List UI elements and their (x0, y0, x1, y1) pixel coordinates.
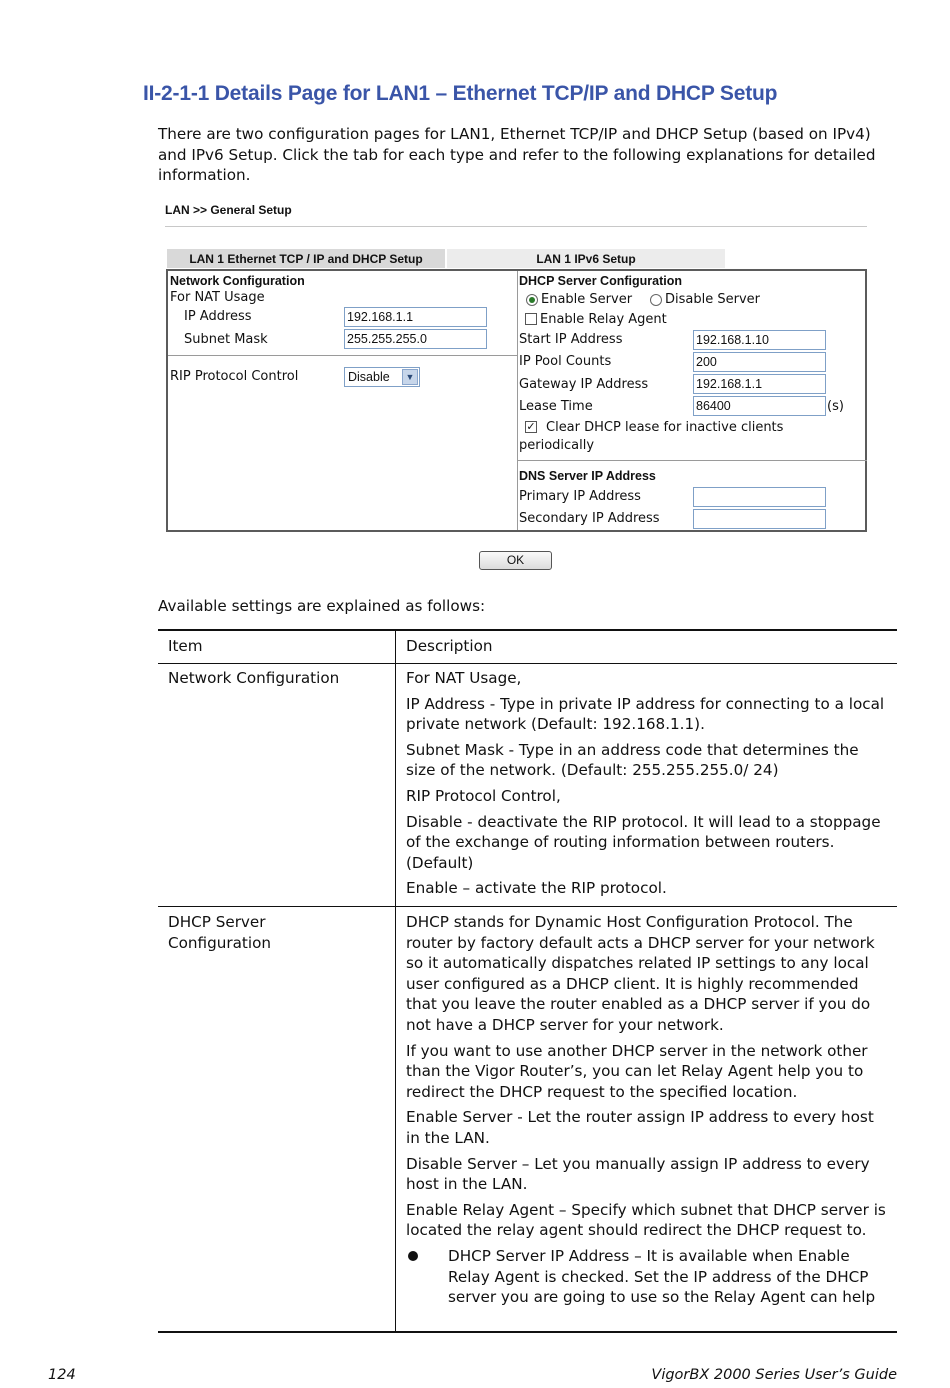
dns-section-divider (517, 460, 867, 461)
settings-table (158, 629, 897, 1333)
tab-ipv6-setup[interactable]: LAN 1 IPv6 Setup (447, 249, 725, 268)
chevron-down-icon: ▼ (402, 369, 418, 385)
enable-server-label: Enable Server (541, 292, 633, 307)
network-section-divider (168, 355, 517, 356)
row-dhcp-config-item (168, 912, 271, 953)
table-header-description: Description (406, 637, 493, 655)
relay-agent-label: Enable Relay Agent (540, 312, 667, 327)
lease-time-input[interactable]: 86400 (693, 396, 826, 416)
breadcrumb-divider (165, 226, 867, 227)
clear-lease-label: Clear DHCP lease for inactive clients (546, 420, 784, 435)
primary-dns-label: Primary IP Address (519, 489, 641, 504)
gateway-ip-input[interactable]: 192.168.1.1 (693, 374, 826, 394)
network-config-header: Network Configuration (170, 274, 305, 288)
start-ip-input[interactable]: 192.168.1.10 (693, 330, 826, 350)
desc-paragraph: DHCP stands for Dynamic Host Configuration Protocol. The router by factory default acts a DHCP server for your network so it automatically dispatches related IP settings to any local user configured as a DHCP client. It is highly recommended that you leave the router enabled as a DHCP server if you do not have a DHCP server for your network. (406, 913, 875, 1034)
desc-paragraph: IP Address - Type in private IP address for connecting to a local private network (Default: 192.168.1.1). (406, 694, 885, 734)
ip-address-label: IP Address (184, 309, 252, 324)
secondary-dns-label: Secondary IP Address (519, 511, 660, 526)
bullet-icon (408, 1251, 418, 1261)
bullet-item (406, 1246, 892, 1308)
intro-paragraph: There are two configuration pages for LAN1, Ethernet TCP/IP and DHCP Setup (based on IPv4) and IPv6 Setup. Click the tab for each type and refer to the following explanations for detailed information. (158, 125, 876, 185)
panel-column-divider (517, 271, 518, 530)
section-title: II-2-1-1 Details Page for LAN1 – Ethernet TCP/IP and DHCP Setup (143, 82, 778, 105)
table-column-rule (395, 629, 396, 1333)
desc-paragraph: Subnet Mask - Type in an address code that determines the size of the network. (Default: 255.255.255.0/ 24) (406, 740, 859, 780)
subnet-mask-label: Subnet Mask (184, 332, 268, 347)
table-header-rule (158, 663, 897, 664)
disable-server-radio[interactable] (650, 294, 662, 306)
lease-time-label: Lease Time (519, 399, 593, 414)
lease-time-unit: (s) (827, 399, 844, 414)
start-ip-label: Start IP Address (519, 332, 623, 347)
desc-paragraph: Enable Relay Agent – Specify which subnet that DHCP server is located the relay agent should redirect the DHCP request to. (406, 1200, 886, 1240)
desc-paragraph: For NAT Usage, (406, 669, 522, 687)
breadcrumb: LAN >> General Setup (165, 203, 292, 217)
rip-protocol-select[interactable] (344, 367, 420, 387)
row-network-config-description (406, 668, 892, 904)
clear-lease-label-cont: periodically (519, 438, 595, 453)
clear-lease-checkbox[interactable] (525, 421, 537, 433)
desc-paragraph: Enable – activate the RIP protocol. (406, 879, 667, 898)
table-top-rule (158, 629, 897, 631)
secondary-dns-input[interactable] (693, 509, 826, 529)
table-row-rule (158, 906, 897, 907)
desc-paragraph: Disable Server – Let you manually assign IP address to every host in the LAN. (406, 1154, 870, 1194)
ip-address-input[interactable]: 192.168.1.1 (344, 307, 487, 327)
desc-paragraph: Enable Server - Let the router assign IP address to every host in the LAN. (406, 1108, 874, 1147)
ip-pool-label: IP Pool Counts (519, 354, 612, 369)
table-header-item: Item (168, 637, 203, 655)
row-dhcp-config-description (406, 912, 892, 1308)
subnet-mask-input[interactable]: 255.255.255.0 (344, 329, 487, 349)
checkmark-icon: ✓ (526, 420, 536, 433)
available-settings-caption: Available settings are explained as follows: (158, 597, 486, 615)
tab-ethernet-tcpip-dhcp[interactable]: LAN 1 Ethernet TCP / IP and DHCP Setup (167, 249, 445, 268)
primary-dns-input[interactable] (693, 487, 826, 507)
item-line: DHCP Server (168, 913, 266, 931)
table-bottom-rule (158, 1331, 897, 1333)
gateway-ip-label: Gateway IP Address (519, 377, 649, 392)
desc-paragraph: Disable - deactivate the RIP protocol. It will lead to a stoppage of the exchange of routing information between routers. (Default) (406, 812, 881, 872)
disable-server-label: Disable Server (665, 292, 760, 307)
item-line: Configuration (168, 933, 271, 952)
rip-protocol-value: Disable (348, 370, 390, 384)
dns-server-header: DNS Server IP Address (519, 469, 656, 483)
desc-paragraph: RIP Protocol Control, (406, 786, 561, 805)
enable-server-radio[interactable] (526, 294, 538, 306)
page-number: 124 (48, 1367, 76, 1383)
guide-title: VigorBX 2000 Series User’s Guide (651, 1367, 897, 1383)
lan-settings-panel (166, 269, 867, 532)
relay-agent-checkbox[interactable] (525, 313, 537, 325)
ip-pool-input[interactable]: 200 (693, 352, 826, 372)
rip-protocol-label: RIP Protocol Control (170, 369, 299, 384)
for-nat-usage-label: For NAT Usage (170, 290, 265, 305)
bullet-text: DHCP Server IP Address – It is available when Enable Relay Agent is checked. Set the IP address of the DHCP server you are going to use so the Relay Agent can help (448, 1246, 876, 1307)
ok-button[interactable]: OK (479, 551, 552, 570)
row-network-config-item: Network Configuration (168, 669, 340, 687)
radio-selected-icon (529, 297, 535, 303)
desc-paragraph: If you want to use another DHCP server in the network other than the Vigor Router’s, you can let Relay Agent help you to redirect the DHCP request to the specified location. (406, 1041, 868, 1101)
dhcp-config-header: DHCP Server Configuration (519, 274, 682, 288)
